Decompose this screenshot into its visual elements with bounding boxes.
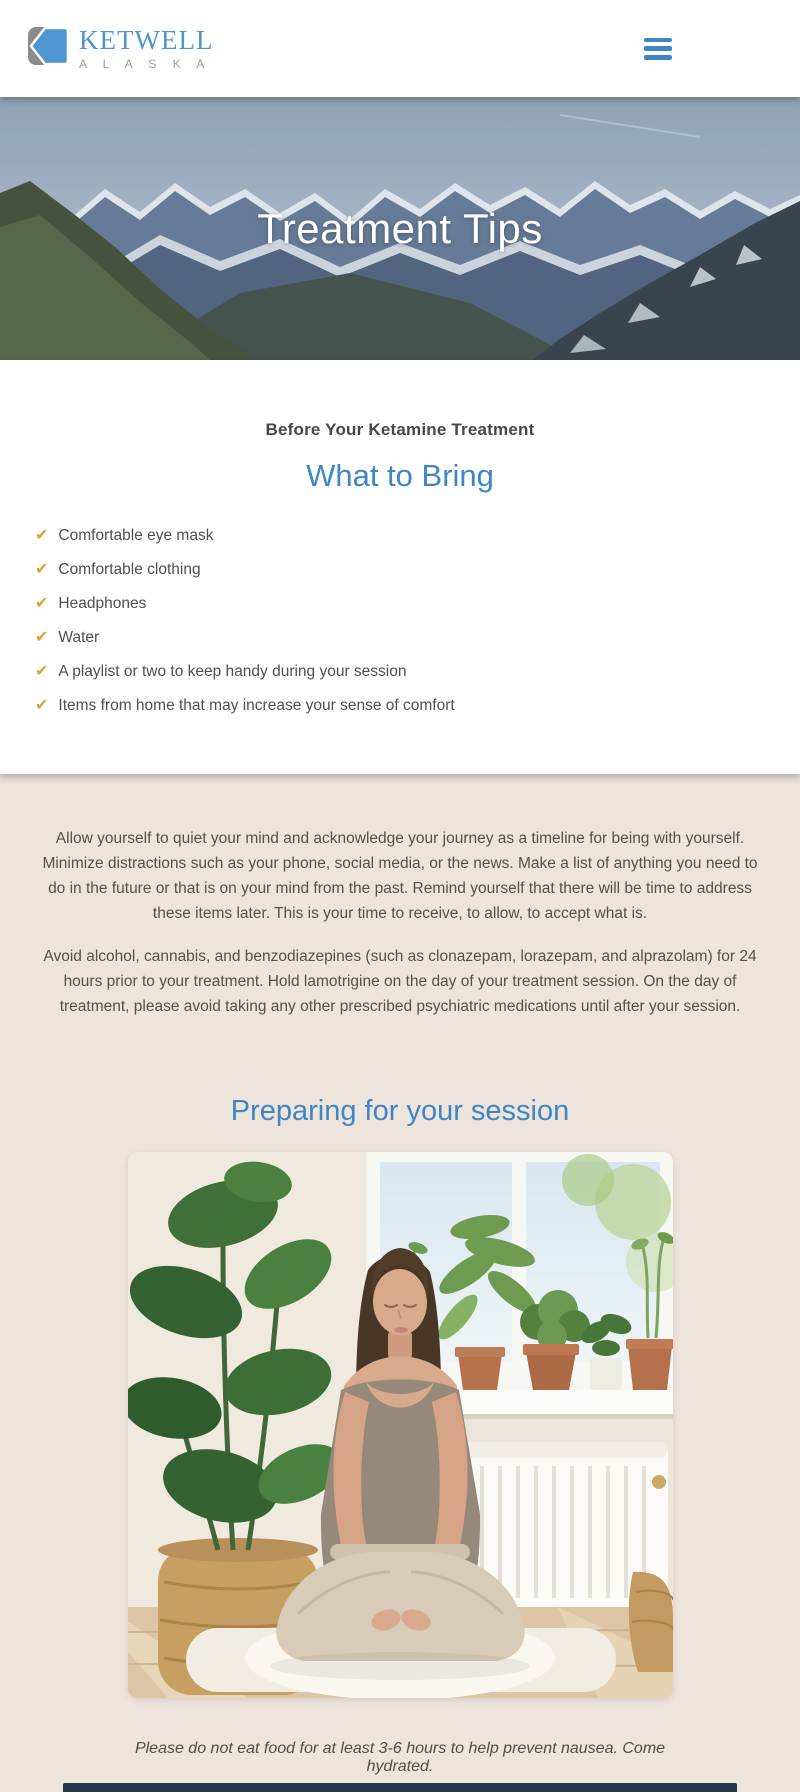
check-icon: ✔ [35,595,49,612]
hamburger-bar [644,38,672,43]
hamburger-menu-button[interactable] [644,38,672,60]
item-label: Comfortable clothing [58,561,201,578]
check-icon: ✔ [35,663,49,680]
check-icon: ✔ [35,527,49,544]
bring-list [0,526,800,716]
site-header [0,0,800,97]
section-kicker: Before Your Ketamine Treatment [265,420,535,439]
item-label: Comfortable eye mask [58,527,214,544]
check-icon: ✔ [35,697,49,714]
item-label: Water [58,629,100,646]
footer-bar [63,1783,737,1792]
what-to-bring-heading: What to Bring [306,458,494,493]
guidance-section [0,774,800,1776]
bring-list-item [35,594,800,614]
brand-logo-icon [25,23,71,74]
bring-list-item [35,662,800,682]
hero-title: Treatment Tips [257,205,543,252]
check-icon: ✔ [35,561,49,578]
item-label: A playlist or two to keep handy during your session [58,663,407,680]
item-label: Headphones [58,595,147,612]
guidance-paragraph-2: Avoid alcohol, cannabis, and benzodiazepines (such as clonazepam, lorazepam, and alprazolam) for 24 hours prior to your treatment. Hold lamotrigine on the day of your treatment session. On the day of treatment, please avoid taking any other prescribed psychiatric medications until after your session. [43,948,757,1015]
brand-region: A L A S K A [79,57,211,71]
bring-list-item [35,560,800,580]
hero-section [0,97,800,360]
guidance-paragraph-1: Allow yourself to quiet your mind and acknowledge your journey as a timeline for being with yourself. Minimize distractions such as your phone, social media, or the news. Make a list of anything you need to do in the future or that is on your mind from the past. Remind yourself that there will be time to address these items later. This is your time to receive, to allow, to accept what is. [42,830,758,922]
bring-list-item [35,526,800,546]
brand-logo[interactable] [25,23,213,74]
preparing-heading: Preparing for your session [230,1095,570,1127]
check-icon: ✔ [35,629,49,646]
bring-list-item [35,696,800,716]
image-caption: Please do not eat food for at least 3-6 hours to help prevent nausea. Come hydrated. [134,1740,666,1775]
meditation-image [128,1152,673,1698]
hamburger-bar [644,55,672,60]
item-label: Items from home that may increase your sense of comfort [58,697,455,714]
hamburger-bar [644,46,672,51]
brand-name: KETWELL [79,25,214,55]
what-to-bring-section [0,360,800,774]
bring-list-item [35,628,800,648]
